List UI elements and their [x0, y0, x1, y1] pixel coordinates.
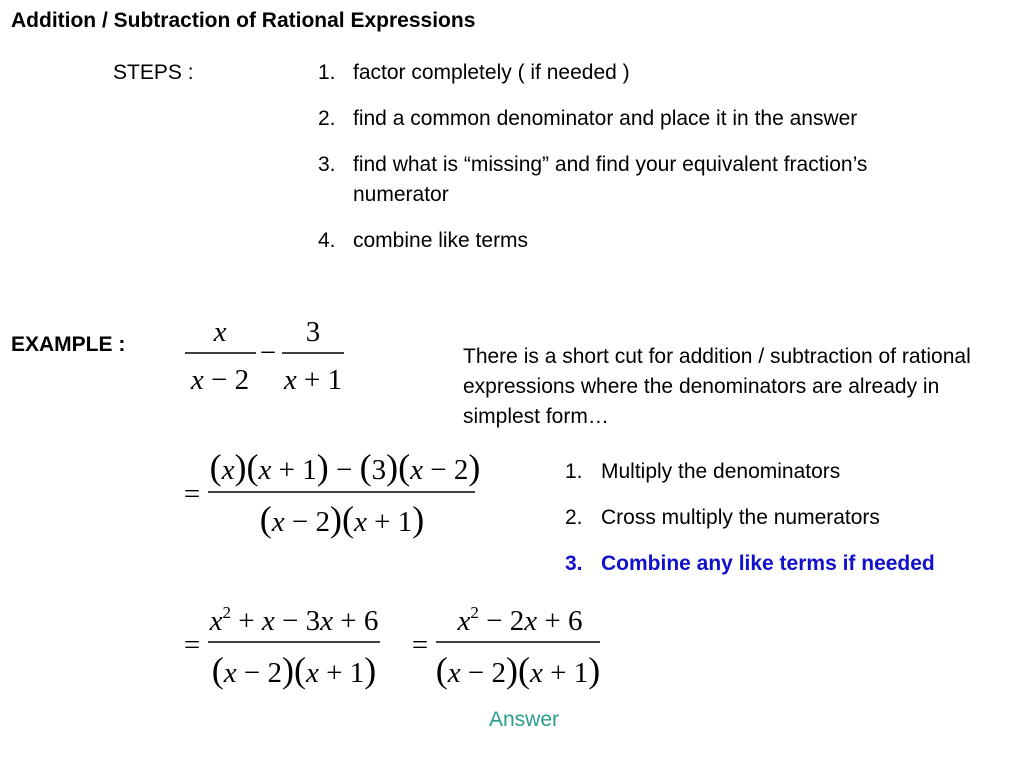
steps-label: STEPS : [113, 61, 194, 84]
shortcut-step-text: Multiply the denominators [601, 460, 841, 483]
shortcut-step-number: 3. [565, 552, 583, 575]
svg-text:x − 2: x − 2 [190, 364, 250, 396]
step-text [353, 150, 867, 210]
combined-fraction [180, 445, 480, 545]
shortcut-step-number: 1. [565, 460, 583, 483]
svg-text:x + 1: x + 1 [283, 364, 343, 396]
svg-text:x2 − 2x + 6: $x^2 - 2x + 6$ [457, 603, 583, 637]
step-text-line: numerator [353, 183, 449, 206]
shortcut-step-2 [565, 506, 880, 530]
example-label: EXAMPLE : [11, 333, 126, 356]
shortcut-step-number: 2. [565, 506, 583, 529]
step-2 [318, 104, 857, 134]
svg-text:(x)(x + 1) − (3)(x − 2): (x)(x + 1) − (3)(x − 2) [209, 447, 480, 487]
svg-text:(x − 2)(x + 1): (x − 2)(x + 1) [211, 650, 377, 690]
shortcut-paragraph: There is a short cut for addition / subtraction of rational expressions where the denominators are already in simplest form… [463, 345, 971, 428]
step-text: factor completely ( if needed ) [353, 61, 630, 84]
step-text-line: find what is “missing” and find your equivalent fraction’s [353, 153, 868, 176]
svg-text:(x − 2)(x + 1): (x − 2)(x + 1) [435, 650, 601, 690]
step-text: find a common denominator and place it in the answer [353, 107, 858, 130]
svg-text:x: x [213, 316, 227, 348]
answer-label: Answer [489, 708, 560, 731]
page-title: Addition / Subtraction of Rational Expressions [11, 9, 476, 32]
svg-text:x2 + x − 3x + 6: $x^2 + x - 3x + 6$ [209, 603, 379, 637]
example-expression [180, 310, 355, 400]
svg-text:−: − [259, 337, 277, 369]
expanded-fraction [180, 598, 610, 698]
shortcut-step-text: Cross multiply the numerators [601, 506, 880, 529]
svg-text:3: 3 [305, 316, 321, 348]
step-text: combine like terms [353, 229, 529, 252]
step-number: 2. [318, 107, 336, 130]
step-4 [318, 226, 528, 256]
svg-text:=: = [411, 629, 429, 661]
step-1 [318, 58, 630, 88]
step-number: 3. [318, 153, 336, 176]
svg-text:(x − 2)(x + 1): (x − 2)(x + 1) [259, 499, 425, 539]
shortcut-step-text: Combine any like terms if needed [601, 552, 935, 575]
step-number: 1. [318, 61, 336, 84]
shortcut-step-1 [565, 460, 840, 484]
step-number: 4. [318, 229, 336, 252]
step-3 [318, 150, 867, 210]
svg-text:=: = [183, 629, 201, 661]
shortcut-step-3 [565, 552, 935, 576]
svg-text:=: = [183, 478, 201, 510]
